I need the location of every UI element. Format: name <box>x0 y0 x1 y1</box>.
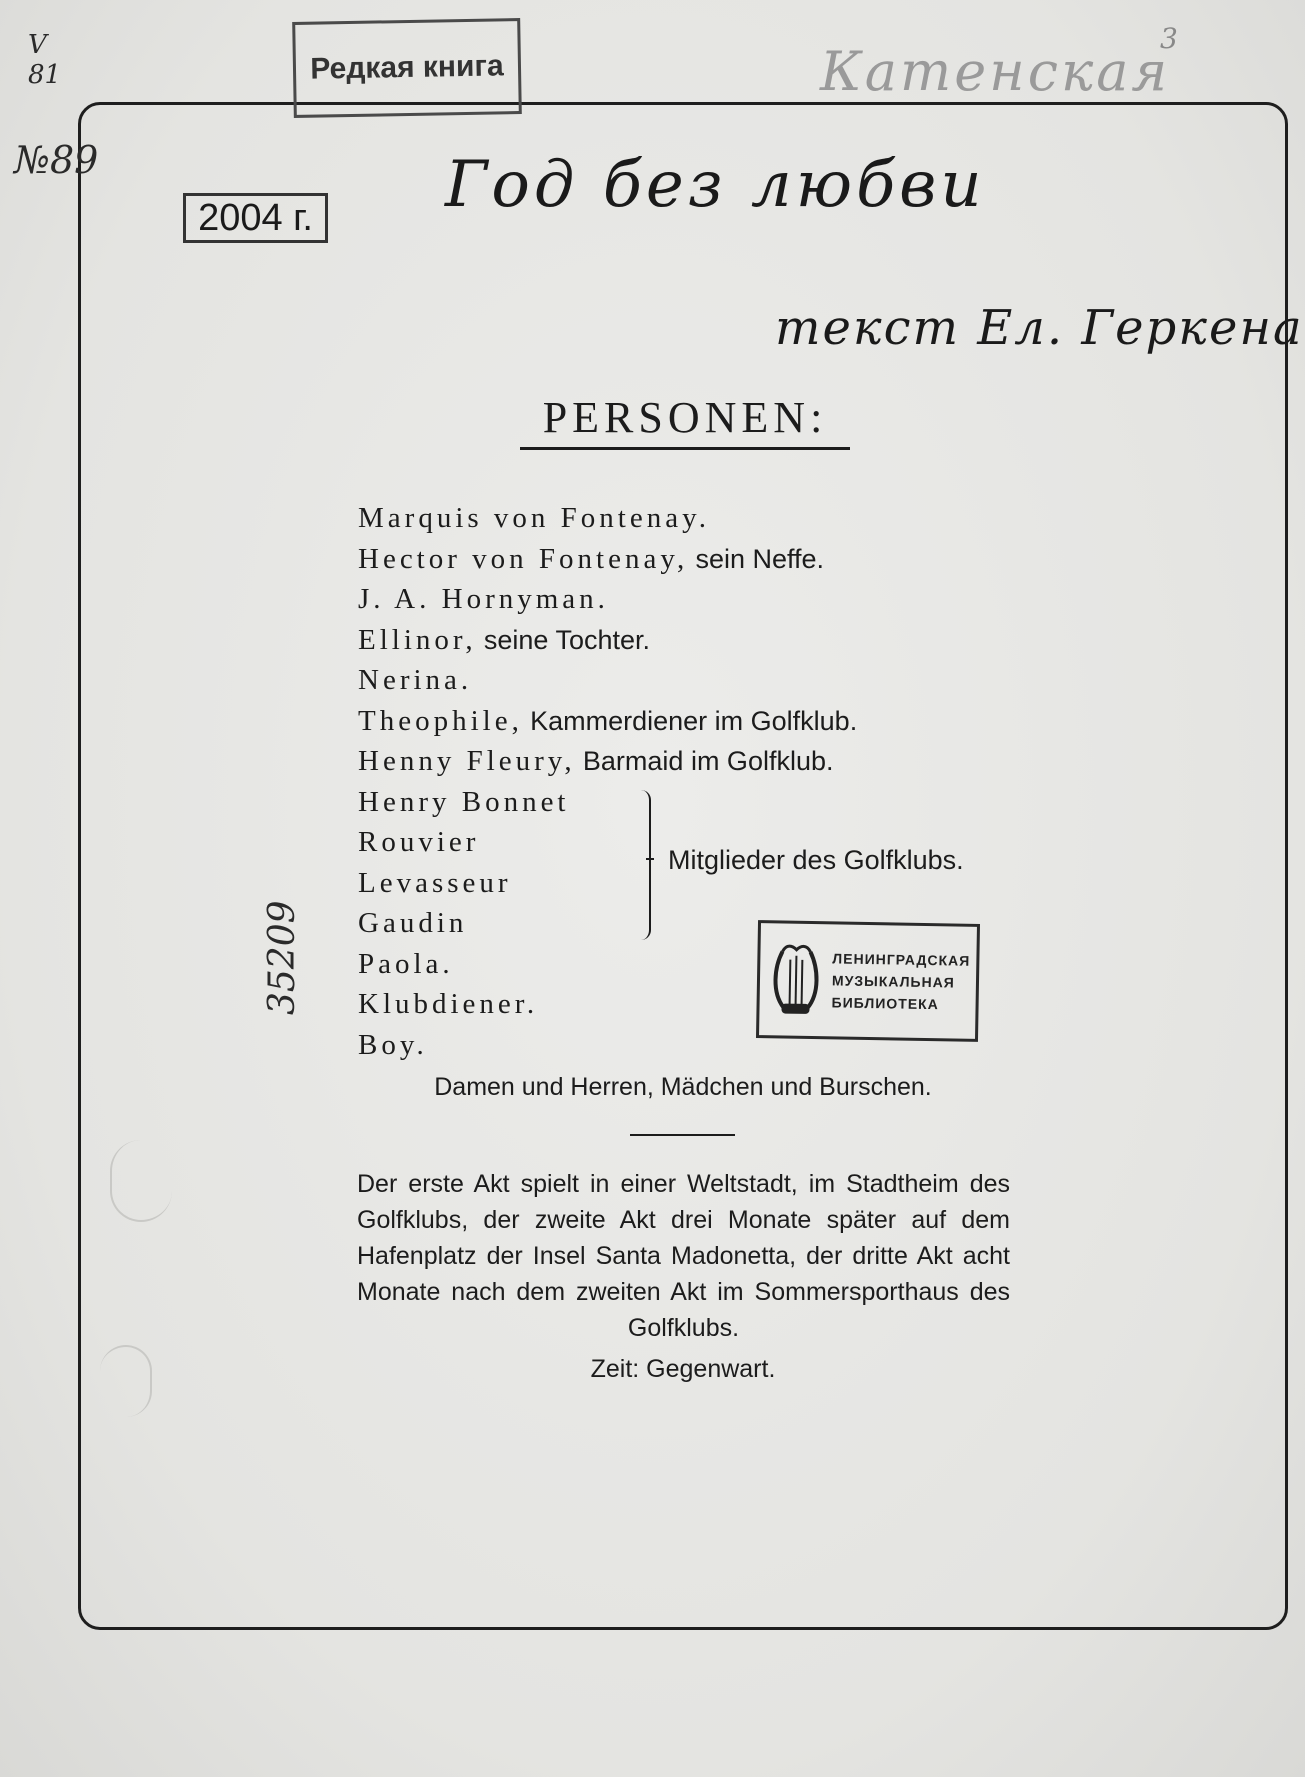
year-stamp: 2004 г. <box>183 193 328 243</box>
character-name: Ellinor, <box>358 623 477 656</box>
character-name: Boy. <box>358 1028 428 1061</box>
character-description: sein Neffe. <box>695 543 825 574</box>
divider <box>630 1134 735 1136</box>
ensemble-line: Damen und Herren, Mädchen und Burschen. <box>434 1073 932 1101</box>
character-name: Gaudin <box>358 907 468 939</box>
character-name: Paola. <box>358 947 454 980</box>
character-name: J. A. Hornyman. <box>358 583 609 615</box>
character-name: Henry Bonnet <box>358 785 570 818</box>
lyre-icon <box>769 937 822 1022</box>
cast-row <box>358 579 1178 620</box>
margin-annotation <box>28 30 61 90</box>
cast-row <box>358 701 1178 742</box>
character-name: Nerina. <box>358 664 473 696</box>
character-name: Theophile, <box>358 704 523 737</box>
character-name: Hector von Fontenay, <box>358 542 689 575</box>
cast-row <box>358 660 1178 701</box>
library-stamp-line: ЛЕНИНГРАДСКАЯ <box>832 950 971 969</box>
character-description: Kammerdiener im Golfklub. <box>530 705 858 736</box>
library-stamp-text <box>831 947 970 1015</box>
cast-row <box>358 620 1178 661</box>
library-stamp <box>756 920 980 1042</box>
margin-number: №89 <box>14 138 99 182</box>
cast-row <box>358 741 1178 782</box>
setting-paragraph: Der erste Akt spielt in einer Weltstadt, im Stadtheim des Golfklubs, der zweite Akt drei Monate später auf dem Hafenplatz der Insel Santa Madonetta, der dritte Akt acht Monate nach dem zweiten Akt im Sommersporthaus des Golfklubs. <box>357 1170 1010 1342</box>
library-stamp-line: МУЗЫКАЛЬНАЯ <box>831 972 955 991</box>
inventory-number: 35209 <box>262 900 303 1015</box>
character-name: Marquis von Fontenay. <box>358 502 710 534</box>
character-description: Barmaid im Golfklub. <box>582 746 834 776</box>
character-name: Rouvier <box>358 826 480 858</box>
margin-annotation-line: 81 <box>28 60 62 90</box>
rare-book-stamp: Редкая книга <box>292 18 522 118</box>
character-description: seine Tochter. <box>483 624 651 655</box>
character-name: Klubdiener. <box>358 988 539 1020</box>
library-stamp-line: БИБЛИОТЕКА <box>831 994 939 1013</box>
members-label: Mitglieder des Golfklubs. <box>668 845 964 875</box>
handwritten-title: Год без любви <box>445 148 986 222</box>
members-brace-tip <box>646 858 654 860</box>
page-heading: PERSONEN: <box>520 392 850 450</box>
cast-row <box>358 782 1178 823</box>
cast-row <box>358 498 1178 539</box>
character-name: Henny Fleury, <box>358 745 576 777</box>
members-brace <box>635 790 651 940</box>
handwritten-author: текст Ел. Геркена <box>775 300 1304 356</box>
faint-handwritten-note: Катенская <box>820 40 1171 103</box>
character-name: Levasseur <box>358 866 512 899</box>
time-line: Zeit: Gegenwart. <box>590 1355 776 1383</box>
page-number: 3 <box>1160 22 1178 55</box>
cast-row <box>358 539 1178 580</box>
margin-annotation-line: V <box>28 30 47 60</box>
